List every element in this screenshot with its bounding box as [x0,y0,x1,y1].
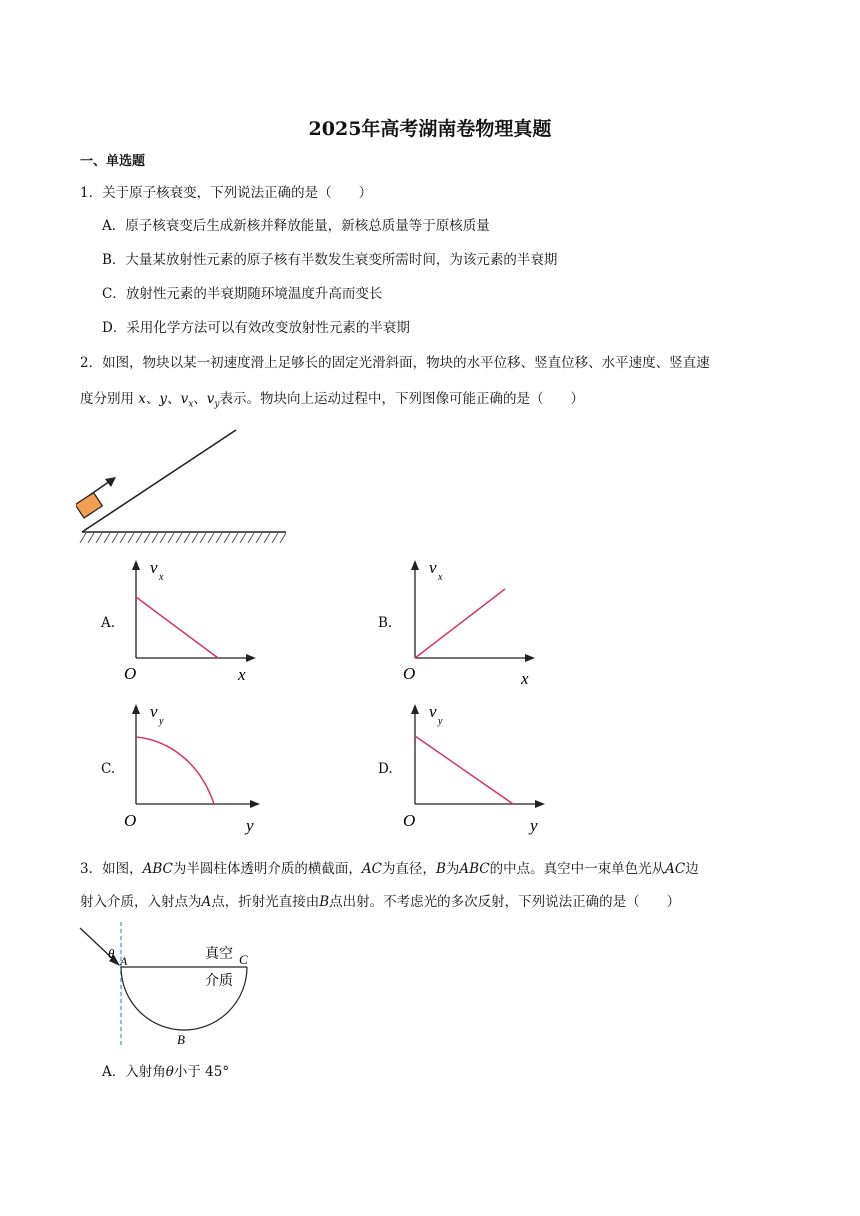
q1-option-c: C．放射性元素的半衰期随环境温度升高而变长 [102,286,383,302]
graph-c-y-axis-sub: y [159,716,164,727]
graph-b-x-axis-label: x [521,669,529,686]
graph-b [397,556,547,686]
velocity-arrow [90,481,110,495]
graph-a [118,556,268,686]
graph-d-y-axis-label: v [429,702,437,721]
graph-d [397,700,552,835]
q1-option-a: A．原子核衰变后生成新核并释放能量，新核总质量等于原核质量 [102,218,490,234]
graph-b-label: B. [378,615,393,631]
point-c-label: C [239,952,248,967]
point-b-label: B [177,1032,185,1047]
graph-d-y-axis-sub: y [438,716,443,727]
theta-label: θ [108,946,115,961]
graph-c-label: C. [101,761,116,777]
incline-line [82,430,236,532]
graph-d-line [415,736,513,804]
var-x: x [138,391,146,407]
q3-stem-line2: 射入介质，入射点为A点，折射光直接由B点出射。不考虑光的多次反射，下列说法正确的是（ ） [80,894,681,910]
q2-stem-line1: 2．如图，物块以某一初速度滑上足够长的固定光滑斜面，物块的水平位移、竖直位移、水平速度、竖直速 [80,355,710,371]
vacuum-label: 真空 [205,947,233,962]
incline-figure [76,425,296,550]
q1-option-b: B．大量某放射性元素的原子核有半数发生衰变所需时间，为该元素的半衰期 [102,252,558,268]
block [76,493,102,518]
var-y: y [159,391,168,407]
ground-hatching [80,533,286,543]
graph-c-curve [136,737,214,804]
graph-c [118,700,268,835]
graph-c-x-axis-label: y [246,816,254,835]
q2-stem-line2-b: 表示。物块向上运动过程中，下列图像可能正确的是（ ） [219,391,585,407]
semicircle-figure [76,918,266,1050]
graph-a-line [136,597,218,658]
graph-c-origin: O [124,811,137,830]
graph-a-origin: O [124,664,137,683]
q2-stem-line2: 度分别用 x、y、$v_x$、$v_y$表示。物块向上运动过程中，下列图像可能正确的是（ ） [80,391,585,410]
section-heading: 一、单选题 [80,154,146,169]
graph-b-line [415,589,505,658]
graph-c-y-axis-label: v [150,702,158,721]
q2-stem-line2-a: 度分别用 [80,391,134,407]
q3-stem-line1: 3．如图，ABC为半圆柱体透明介质的横截面，AC为直径，B为ABC的中点。真空中一束单色光从AC边 [80,861,699,877]
var-vy: $v_y$ [206,391,220,410]
graph-a-y-axis-sub: x [159,572,164,583]
document-title: 2025年高考湖南卷物理真题 [308,118,552,140]
graph-a-label: A. [101,615,116,631]
q1-stem: 1．关于原子核衰变，下列说法正确的是（ ） [80,185,373,201]
medium-label: 介质 [205,974,233,989]
graph-b-y-axis-sub: x [438,572,443,583]
graph-d-label: D. [378,761,393,777]
graph-d-x-axis-label: y [530,816,538,835]
graph-a-x-axis-label: x [238,665,246,684]
velocity-arrowhead [105,477,116,487]
q1-option-d: D．采用化学方法可以有效改变放射性元素的半衰期 [102,320,410,336]
q3-option-a: A．入射角θ小于 45° [102,1064,230,1080]
graph-a-y-axis-label: v [150,558,158,577]
graph-b-y-axis-label: v [429,558,437,577]
var-vx: $v_x$ [180,391,194,410]
graph-b-origin: O [403,664,416,683]
point-a-label: A [120,954,128,968]
graph-d-origin: O [403,811,416,830]
